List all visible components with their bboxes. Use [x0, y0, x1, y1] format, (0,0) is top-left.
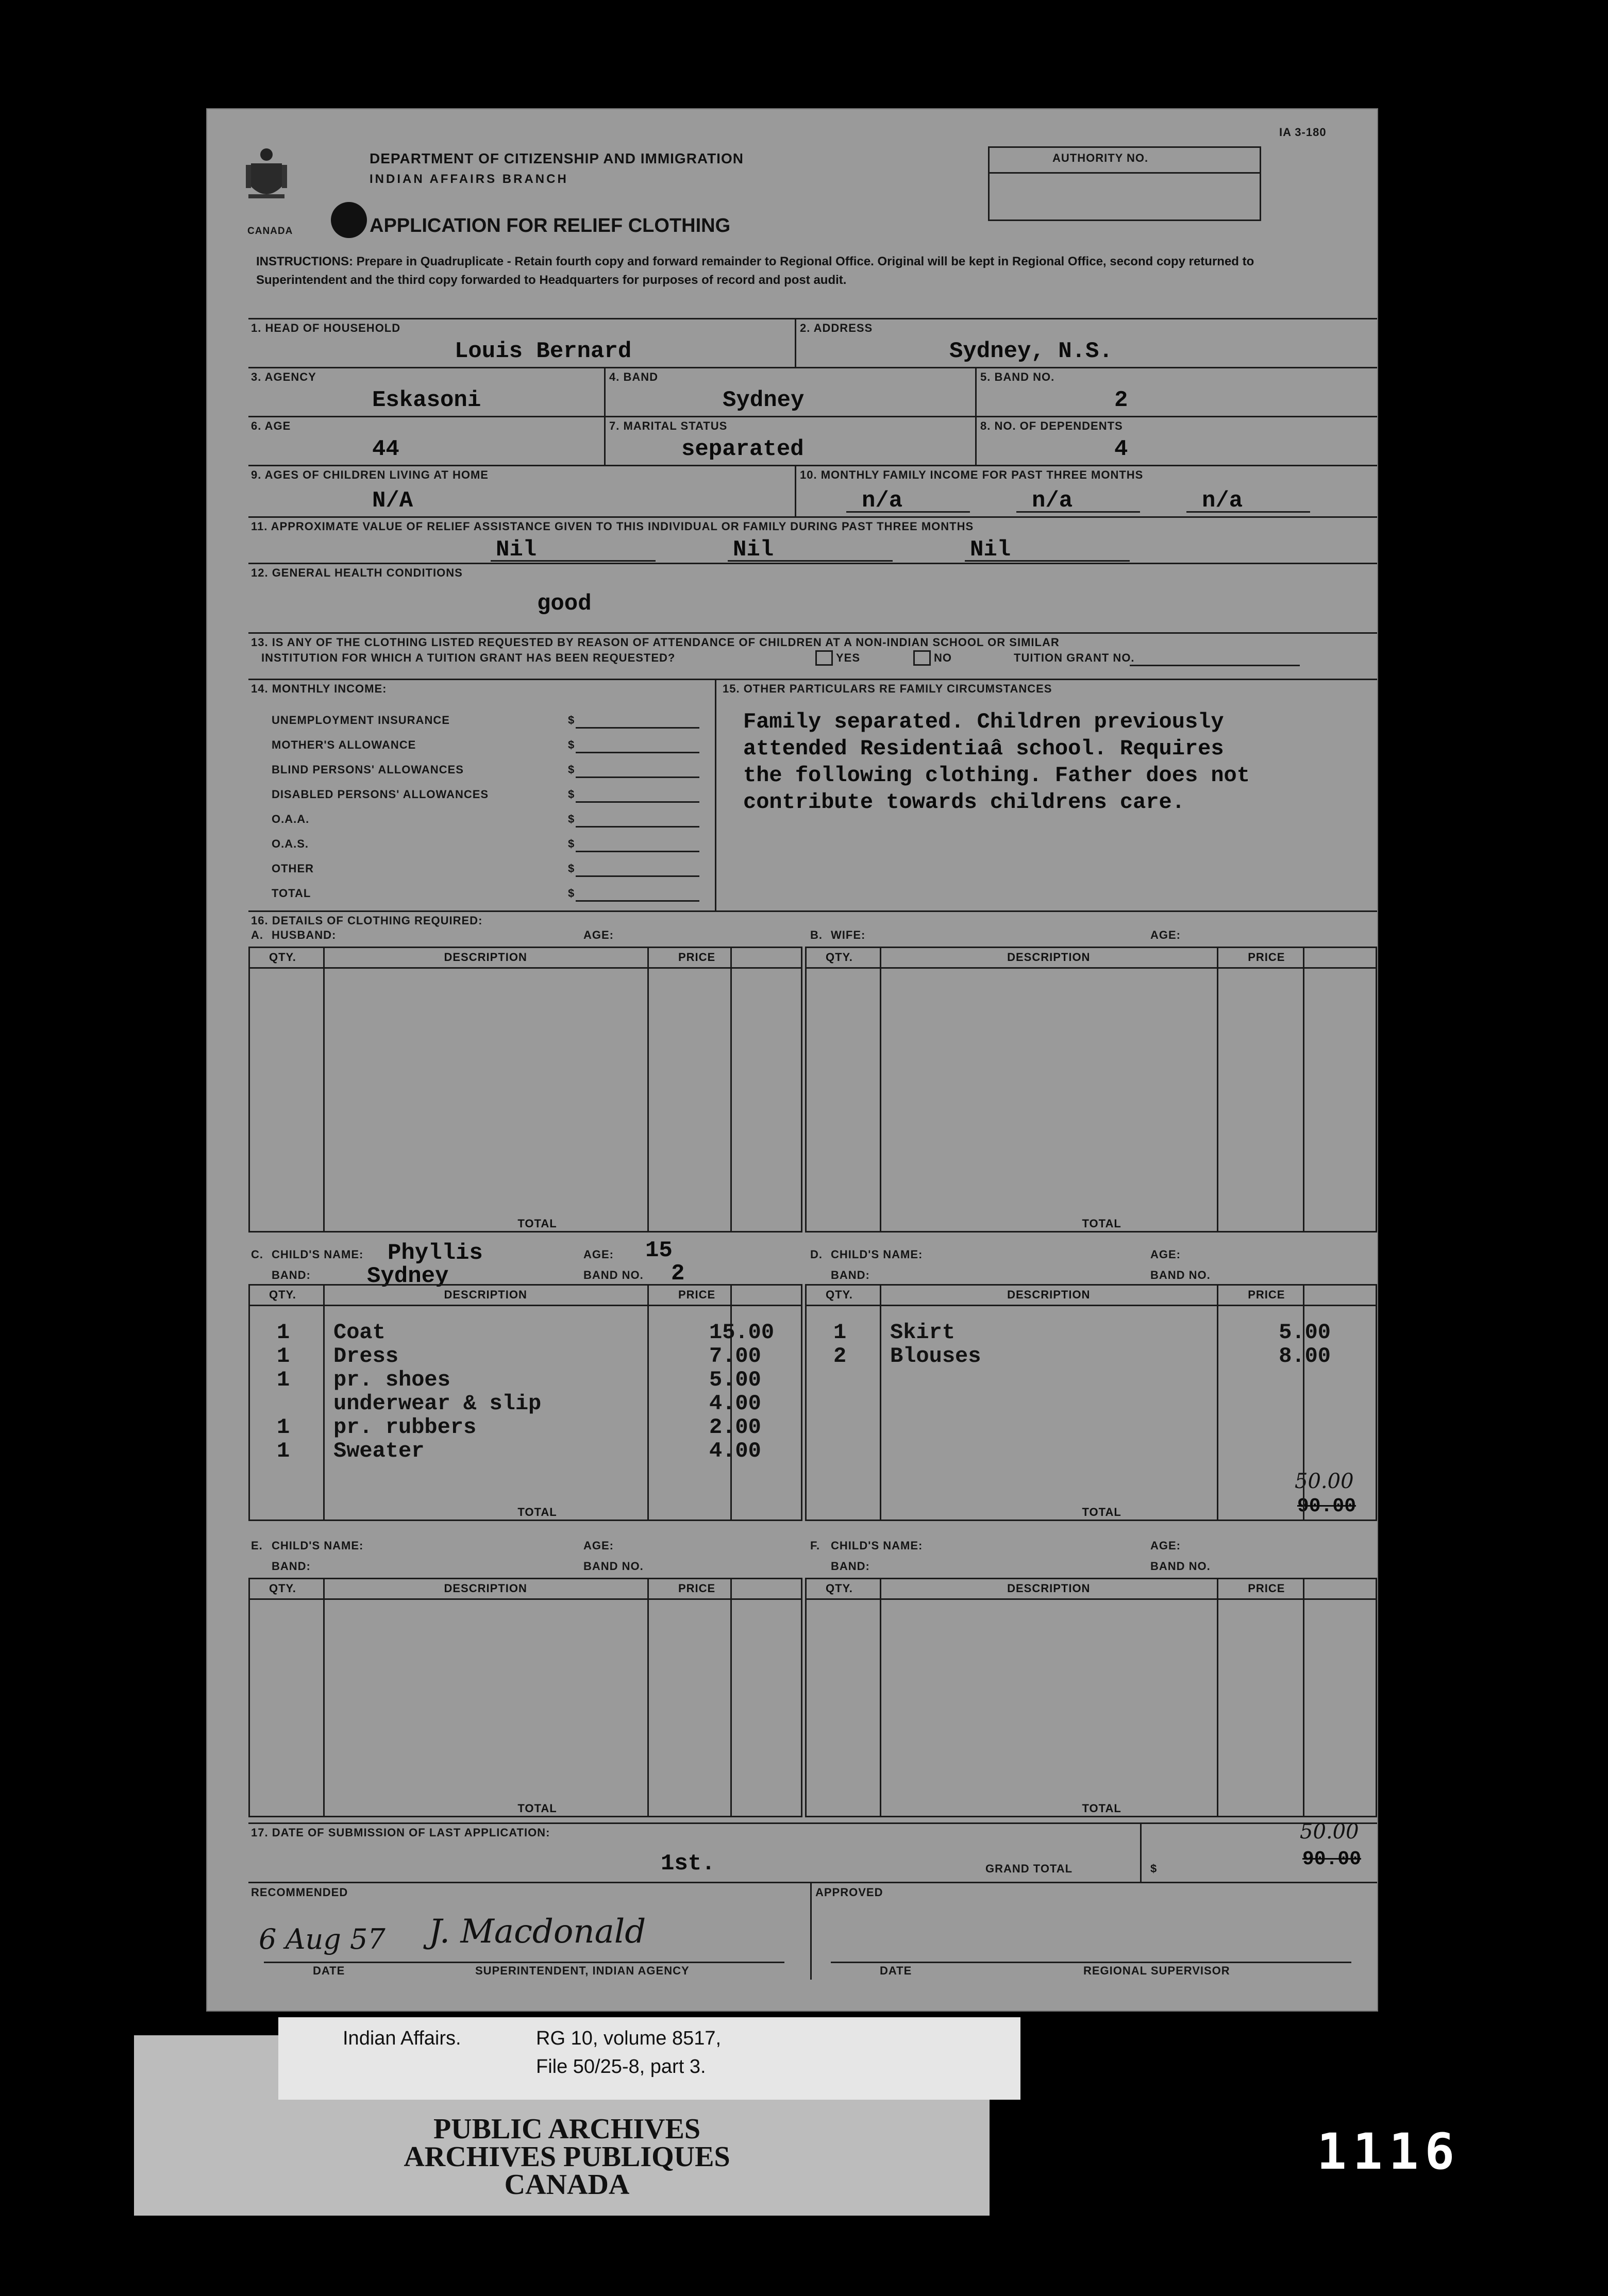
child-c-age: 15	[645, 1238, 673, 1263]
monthly-income-row	[272, 808, 705, 829]
d-description-header: DESCRIPTION	[1007, 1288, 1091, 1301]
dependents-label: 8. NO. OF DEPENDENTS	[980, 419, 1123, 432]
income-type-label: O.A.S.	[272, 837, 309, 850]
income-month-3: n/a	[1202, 488, 1243, 514]
c-item-description: underwear & slip	[333, 1391, 542, 1416]
relief-month-3: Nil	[970, 537, 1011, 563]
d-qty-header: QTY.	[826, 1288, 853, 1301]
public-archives-stamp: PUBLIC ARCHIVES ARCHIVES PUBLIQUES CANADA	[404, 2113, 730, 2201]
branch-name: INDIAN AFFAIRS BRANCH	[370, 172, 568, 186]
relief-label: 11. APPROXIMATE VALUE OF RELIEF ASSISTANCE GIVEN TO THIS INDIVIDUAL OR FAMILY DURING PAST THREE MONTHS	[251, 520, 974, 533]
f-price-header: PRICE	[1248, 1582, 1285, 1595]
a-qty-header: QTY.	[269, 951, 296, 964]
punch-hole	[331, 202, 367, 238]
section-e-letter: E.	[251, 1539, 263, 1552]
marital-status-value: separated	[681, 436, 804, 462]
wife-age-label: AGE:	[1150, 928, 1181, 941]
grand-total-label: GRAND TOTAL	[985, 1862, 1073, 1875]
band-label: 4. BAND	[609, 370, 659, 383]
c-item-price: 15.00	[709, 1320, 775, 1345]
band-no-value: 2	[1114, 387, 1128, 413]
c-item-qty: 1	[277, 1368, 290, 1392]
income-dollar: $	[568, 887, 575, 900]
monthly-income-row	[272, 858, 705, 879]
particulars-line: the following clothing. Father does not	[743, 763, 1250, 788]
child-e-band-label: BAND:	[272, 1560, 311, 1573]
superintendent-label: SUPERINTENDENT, INDIAN AGENCY	[475, 1964, 690, 1977]
income-dollar: $	[568, 862, 575, 875]
child-e-age-label: AGE:	[583, 1539, 614, 1552]
income-month-1: n/a	[862, 488, 903, 514]
c-item-price: 4.00	[709, 1391, 761, 1416]
children-ages-value: N/A	[372, 488, 413, 514]
d-column-rule	[880, 1284, 881, 1521]
child-f-band-no-label: BAND NO.	[1150, 1560, 1211, 1573]
country-label: CANADA	[247, 226, 293, 237]
form-number: IA 3-180	[1279, 126, 1327, 139]
monthly-income-row	[272, 710, 705, 730]
b-header-rule	[805, 967, 1377, 969]
particulars-line: attended Residentiaâ school. Requires	[743, 736, 1224, 761]
income-amount-line	[576, 826, 699, 828]
child-d-name-label: CHILD'S NAME:	[831, 1248, 923, 1261]
b-description-header: DESCRIPTION	[1007, 951, 1091, 964]
child-c-name: Phyllis	[388, 1240, 483, 1266]
income-dollar: $	[568, 714, 575, 727]
child-c-band-no: 2	[671, 1261, 685, 1287]
c-qty-header: QTY.	[269, 1288, 296, 1301]
e-total-label: TOTAL	[517, 1802, 557, 1815]
d-item-qty: 1	[833, 1320, 847, 1345]
agency-value: Eskasoni	[372, 387, 481, 413]
section-c-letter: C.	[251, 1248, 263, 1261]
income-amount-line	[576, 900, 699, 902]
d-item-price: 5.00	[1279, 1320, 1331, 1345]
child-d-band-no-label: BAND NO.	[1150, 1269, 1211, 1281]
e-header-rule	[248, 1598, 802, 1600]
a-price-header: PRICE	[678, 951, 716, 964]
department-name: DEPARTMENT OF CITIZENSHIP AND IMMIGRATION	[370, 150, 744, 166]
last-application-value: 1st.	[661, 1851, 715, 1877]
c-price-header: PRICE	[678, 1288, 716, 1301]
f-column-rule	[1217, 1578, 1218, 1817]
income-amount-line	[576, 752, 699, 753]
regional-supervisor-label: REGIONAL SUPERVISOR	[1083, 1964, 1230, 1977]
child-c-name-label: CHILD'S NAME:	[272, 1248, 364, 1261]
income-type-label: MOTHER'S ALLOWANCE	[272, 738, 416, 751]
e-column-rule	[647, 1578, 649, 1817]
husband-label: HUSBAND:	[272, 928, 337, 941]
form-sheet	[206, 108, 1378, 2012]
particulars-line: Family separated. Children previously	[743, 710, 1224, 734]
c-item-description: pr. shoes	[333, 1368, 450, 1392]
c-item-qty: 1	[277, 1320, 290, 1345]
monthly-income-row	[272, 784, 705, 804]
income-amount-line	[576, 801, 699, 803]
monthly-income-row	[272, 759, 705, 780]
e-table	[248, 1578, 802, 1817]
frame-number: 1116	[1317, 2123, 1461, 2181]
husband-age-label: AGE:	[583, 928, 614, 941]
income-month-2: n/a	[1032, 488, 1073, 514]
other-particulars-label: 15. OTHER PARTICULARS RE FAMILY CIRCUMSTANCES	[723, 682, 1052, 695]
wife-label: WIFE:	[831, 928, 866, 941]
address-value: Sydney, N.S.	[949, 339, 1113, 364]
child-d-total-typed: 90.00	[1297, 1495, 1356, 1517]
income-amount-line	[576, 776, 699, 778]
child-d-total-handwritten: 50.00	[1295, 1470, 1354, 1493]
b-column-rule	[1303, 947, 1304, 1233]
c-item-qty: 1	[277, 1439, 290, 1463]
children-ages-label: 9. AGES OF CHILDREN LIVING AT HOME	[251, 468, 489, 481]
a-column-rule	[647, 947, 649, 1233]
head-of-household-label: 1. HEAD OF HOUSEHOLD	[251, 322, 401, 334]
coat-of-arms-icon	[243, 145, 290, 207]
e-qty-header: QTY.	[269, 1582, 296, 1595]
no-label: NO	[934, 651, 952, 664]
section-f-letter: F.	[810, 1539, 820, 1552]
child-f-age-label: AGE:	[1150, 1539, 1181, 1552]
age-label: 6. AGE	[251, 419, 291, 432]
child-e-band-no-label: BAND NO.	[583, 1560, 644, 1573]
yes-checkbox[interactable]	[815, 650, 833, 666]
child-c-band-no-label: BAND NO.	[583, 1269, 644, 1281]
d-price-header: PRICE	[1248, 1288, 1285, 1301]
f-column-rule	[1303, 1578, 1304, 1817]
income-type-label: BLIND PERSONS' ALLOWANCES	[272, 763, 464, 776]
f-total-label: TOTAL	[1082, 1802, 1121, 1815]
income-amount-line	[576, 875, 699, 877]
recommended-label: RECOMMENDED	[251, 1886, 348, 1899]
d-item-qty: 2	[833, 1344, 847, 1369]
income-type-label: UNEMPLOYMENT INSURANCE	[272, 714, 450, 727]
band-value: Sydney	[723, 387, 805, 413]
e-column-rule	[730, 1578, 732, 1817]
income-dollar: $	[568, 763, 575, 776]
income-type-label: TOTAL	[272, 887, 311, 900]
particulars-line: contribute towards childrens care.	[743, 790, 1185, 815]
income-amount-line	[576, 851, 699, 852]
child-c-band-label: BAND:	[272, 1269, 311, 1281]
c-description-header: DESCRIPTION	[444, 1288, 527, 1301]
b-column-rule	[1217, 947, 1218, 1233]
agency-label: 3. AGENCY	[251, 370, 316, 383]
f-qty-header: QTY.	[826, 1582, 853, 1595]
income-amount-line	[576, 727, 699, 729]
d-column-rule	[1303, 1284, 1304, 1521]
income-dollar: $	[568, 837, 575, 850]
c-total-label: TOTAL	[517, 1506, 557, 1518]
c-column-rule	[323, 1284, 325, 1521]
monthly-income-label: 14. MONTHLY INCOME:	[251, 682, 387, 695]
c-item-description: Sweater	[333, 1439, 425, 1463]
instructions: INSTRUCTIONS: Prepare in Quadruplicate - Retain fourth copy and forward remainder to Regional Office. Original will be kept in Regional Office, second copy returned to Superintendent and the third copy forwarded to Headquarters for purposes of record and post audit.	[256, 255, 1254, 287]
child-f-name-label: CHILD'S NAME:	[831, 1539, 923, 1552]
grand-total-handwritten: 50.00	[1300, 1820, 1359, 1844]
d-header-rule	[805, 1305, 1377, 1306]
f-column-rule	[880, 1578, 881, 1817]
grand-total-dollar: $	[1150, 1862, 1158, 1875]
relief-month-1: Nil	[496, 537, 537, 563]
e-price-header: PRICE	[678, 1582, 716, 1595]
c-item-price: 2.00	[709, 1415, 761, 1440]
yes-label: YES	[836, 651, 861, 664]
monthly-income-row	[272, 883, 705, 903]
income-type-label: DISABLED PERSONS' ALLOWANCES	[272, 788, 489, 801]
archive-file: File 50/25-8, part 3.	[536, 2056, 706, 2078]
monthly-income-row	[272, 833, 705, 854]
health-value: good	[537, 591, 592, 617]
f-header-rule	[805, 1598, 1377, 1600]
a-column-rule	[730, 947, 732, 1233]
last-application-label: 17. DATE OF SUBMISSION OF LAST APPLICATION:	[251, 1826, 550, 1839]
child-f-band-label: BAND:	[831, 1560, 870, 1573]
clothing-label: 16. DETAILS OF CLOTHING REQUIRED:	[251, 914, 483, 927]
recommended-date-handwritten: 6 Aug 57	[259, 1923, 386, 1955]
b-total-label: TOTAL	[1082, 1217, 1121, 1230]
archive-source: Indian Affairs.	[343, 2028, 461, 2049]
income-dollar: $	[568, 738, 575, 751]
address-label: 2. ADDRESS	[800, 322, 873, 334]
c-header-rule	[248, 1305, 802, 1306]
e-column-rule	[323, 1578, 325, 1817]
archive-rg: RG 10, volume 8517,	[536, 2028, 722, 2049]
c-item-price: 4.00	[709, 1439, 761, 1463]
income-dollar: $	[568, 788, 575, 801]
tuition-grant-label: TUITION GRANT NO.	[1014, 651, 1135, 664]
b-qty-header: QTY.	[826, 951, 853, 964]
section-b-letter: B.	[810, 928, 823, 941]
f-table	[805, 1578, 1377, 1817]
c-item-description: Dress	[333, 1344, 399, 1369]
c-item-qty: 1	[277, 1344, 290, 1369]
income-type-label: O.A.A.	[272, 813, 310, 825]
superintendent-signature: J. Macdonald	[429, 1913, 646, 1951]
health-label: 12. GENERAL HEALTH CONDITIONS	[251, 566, 463, 579]
grand-total-typed: 90.00	[1302, 1848, 1362, 1870]
d-column-rule	[1217, 1284, 1218, 1521]
child-e-name-label: CHILD'S NAME:	[272, 1539, 364, 1552]
child-d-age-label: AGE:	[1150, 1248, 1181, 1261]
b-column-rule	[880, 947, 881, 1233]
d-item-price: 8.00	[1279, 1344, 1331, 1369]
no-checkbox[interactable]	[913, 650, 931, 666]
recommended-date-label: DATE	[313, 1964, 345, 1977]
c-column-rule	[647, 1284, 649, 1521]
c-item-price: 7.00	[709, 1344, 761, 1369]
child-d-band-label: BAND:	[831, 1269, 870, 1281]
page-title: APPLICATION FOR RELIEF CLOTHING	[370, 215, 731, 237]
approved-date-label: DATE	[880, 1964, 912, 1977]
c-item-description: Coat	[333, 1320, 386, 1345]
dependents-value: 4	[1114, 436, 1128, 462]
income-type-label: OTHER	[272, 862, 314, 875]
q13-line1: 13. IS ANY OF THE CLOTHING LISTED REQUESTED BY REASON OF ATTENDANCE OF CHILDREN AT A NON-INDIAN SCHOOL OR SIMILAR	[251, 636, 1060, 649]
family-income-label: 10. MONTHLY FAMILY INCOME FOR PAST THREE MONTHS	[800, 468, 1144, 481]
d-total-label: TOTAL	[1082, 1506, 1121, 1518]
age-value: 44	[372, 436, 399, 462]
marital-status-label: 7. MARITAL STATUS	[609, 419, 728, 432]
monthly-income-row	[272, 734, 705, 755]
b-table	[805, 947, 1377, 1233]
authority-label: AUTHORITY NO.	[1052, 151, 1149, 164]
f-description-header: DESCRIPTION	[1007, 1582, 1091, 1595]
d-table	[805, 1284, 1377, 1521]
band-no-label: 5. BAND NO.	[980, 370, 1055, 383]
a-total-label: TOTAL	[517, 1217, 557, 1230]
child-c-age-label: AGE:	[583, 1248, 614, 1261]
a-description-header: DESCRIPTION	[444, 951, 527, 964]
relief-month-2: Nil	[733, 537, 774, 563]
head-of-household-value: Louis Bernard	[455, 339, 632, 364]
c-item-description: pr. rubbers	[333, 1415, 477, 1440]
section-d-letter: D.	[810, 1248, 823, 1261]
a-table	[248, 947, 802, 1233]
d-item-description: Blouses	[890, 1344, 981, 1369]
section-a-letter: A.	[251, 928, 263, 941]
b-price-header: PRICE	[1248, 951, 1285, 964]
child-c-band: Sydney	[367, 1263, 449, 1289]
d-item-description: Skirt	[890, 1320, 956, 1345]
income-dollar: $	[568, 813, 575, 825]
e-description-header: DESCRIPTION	[444, 1582, 527, 1595]
c-item-price: 5.00	[709, 1368, 761, 1392]
a-column-rule	[323, 947, 325, 1233]
a-header-rule	[248, 967, 802, 969]
approved-label: APPROVED	[815, 1886, 883, 1899]
q13-line2: INSTITUTION FOR WHICH A TUITION GRANT HAS BEEN REQUESTED?	[261, 651, 676, 664]
c-item-qty: 1	[277, 1415, 290, 1440]
